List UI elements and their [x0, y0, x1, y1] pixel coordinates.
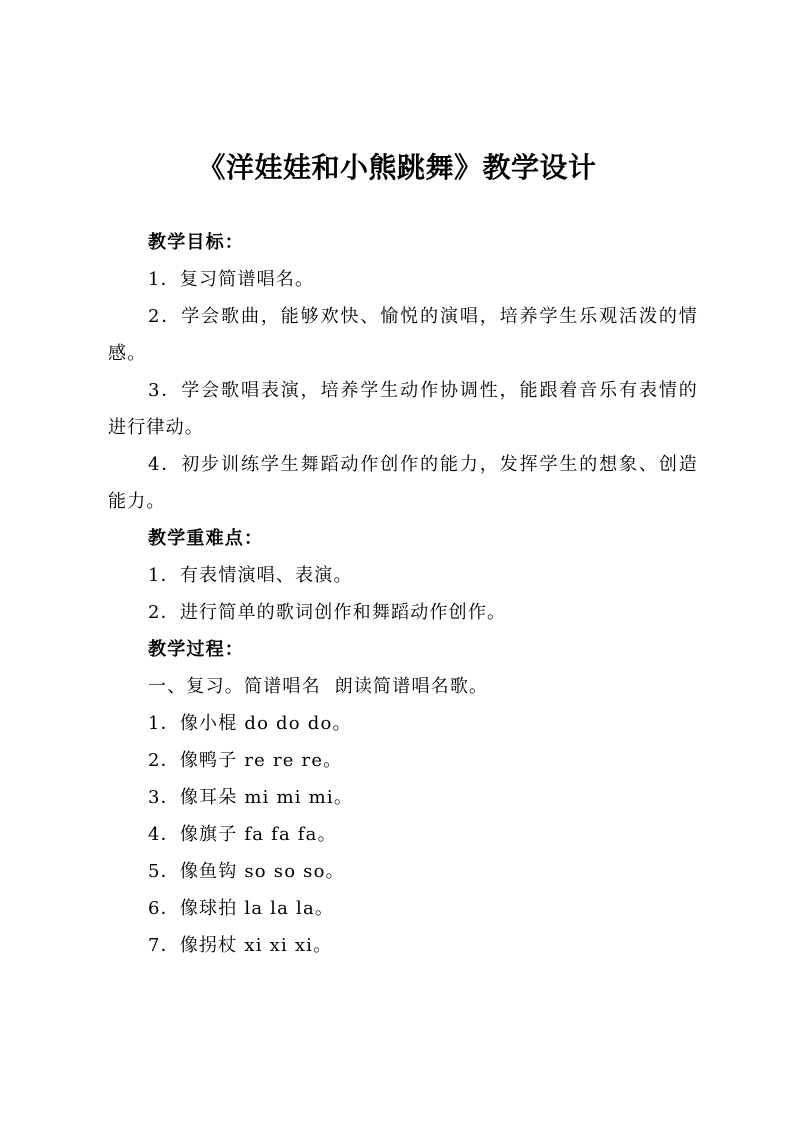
- goal-item: 3．学会歌唱表演，培养学生动作协调性，能跟着音乐有表情的进行律动。: [108, 380, 698, 438]
- goal-item: 4．初步训练学生舞蹈动作创作的能力，发挥学生的想象、创造能力。: [108, 454, 698, 512]
- key-point-item: 1．有表情演唱、表演。: [148, 565, 353, 586]
- document-body: [108, 224, 698, 964]
- goals-heading: 教学目标：: [148, 232, 244, 253]
- document-title: 《洋娃娃和小熊跳舞》教学设计: [197, 151, 597, 184]
- process-item: 3．像耳朵 mi mi mi。: [148, 787, 354, 808]
- process-item: 1．像小棍 do do do。: [148, 713, 352, 734]
- goal-item: 1．复习简谱唱名。: [148, 269, 315, 290]
- process-heading: 教学过程：: [148, 639, 244, 660]
- goal-item: 2．学会歌曲，能够欢快、愉悦的演唱，培养学生乐观活泼的情感。: [108, 306, 698, 364]
- key-point-item: 2．进行简单的歌词创作和舞蹈动作创作。: [148, 602, 507, 623]
- process-item: 5．像鱼钩 so so so。: [148, 861, 345, 882]
- process-item: 4．像旗子 fa fa fa。: [148, 824, 337, 845]
- process-item: 7．像拐杖 xi xi xi。: [148, 935, 333, 956]
- process-intro: 一、复习。简谱唱名 朗读简谱唱名歌。: [148, 676, 489, 697]
- key-points-heading: 教学重难点：: [148, 528, 264, 549]
- process-item: 2．像鸭子 re re re。: [148, 750, 343, 771]
- process-item: 6．像球拍 la la la。: [148, 898, 335, 919]
